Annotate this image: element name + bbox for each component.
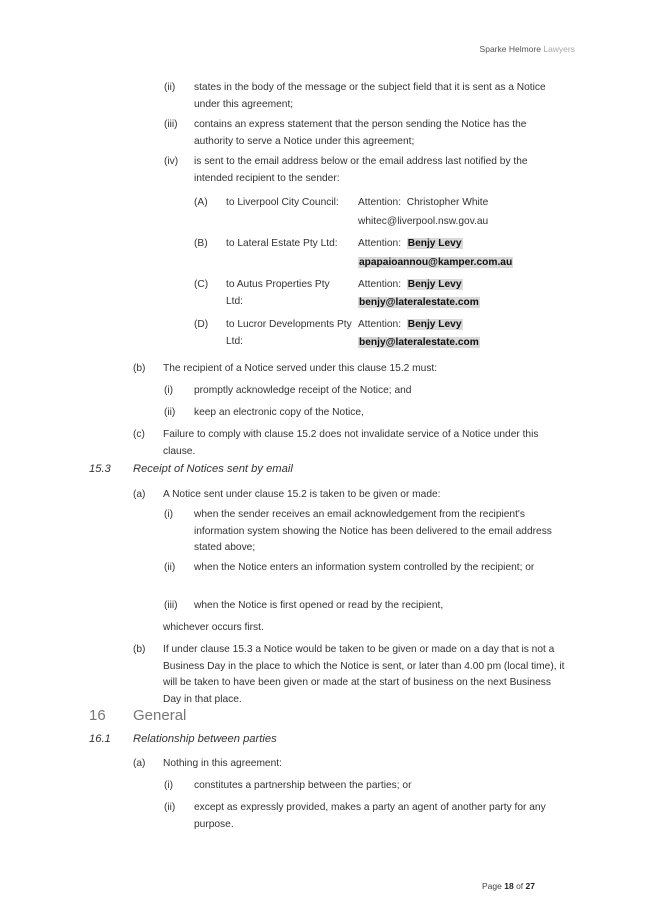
s153-a-label: (a) — [133, 489, 146, 500]
recipient-b-attention — [358, 236, 463, 253]
section-15-3-title: Receipt of Notices sent by email — [133, 463, 293, 475]
section-16-title: General — [133, 707, 187, 724]
s161-ii-text: except as expressly provided, makes a party an agent of another party for any purpose. — [194, 802, 546, 830]
attention-label: Attention: — [358, 197, 402, 208]
clause-b-label: (b) — [133, 363, 146, 374]
recipient-b-label: (B) — [194, 238, 208, 249]
recipient-b-entity: to Lateral Estate Pty Ltd: — [226, 238, 338, 249]
recipient-c-email: benjy@lateralestate.com — [359, 297, 479, 308]
s153-whichever: whichever occurs first. — [163, 622, 264, 633]
recipient-a-entity: to Liverpool City Council: — [226, 197, 339, 208]
s161-a-label: (a) — [133, 758, 146, 769]
s153-b-label: (b) — [133, 644, 146, 655]
recipient-b-name: Benjy Levy — [407, 238, 462, 249]
firm-name: Sparke Helmore — [479, 44, 541, 54]
attention-label: Attention: — [358, 279, 402, 290]
firm-name-light: Lawyers — [543, 44, 575, 54]
recipient-d-email-wrap — [358, 335, 480, 352]
of-word: of — [516, 881, 524, 891]
recipient-d-name: Benjy Levy — [407, 319, 462, 330]
item-ii-label: (ii) — [164, 82, 176, 93]
s153-iii-text: when the Notice is first opened or read by the recipient, — [194, 600, 444, 611]
recipient-c-attention — [358, 277, 463, 294]
recipient-d-label: (D) — [194, 319, 209, 330]
s153-ii-text: when the Notice enters an information system controlled by the recipient; or — [194, 562, 535, 573]
s153-iii-label: (iii) — [164, 600, 178, 611]
attention-label: Attention: — [358, 238, 402, 249]
item-iv-text: is sent to the email address below or the email address last notified by the intended recipient to the sender: — [194, 156, 528, 184]
recipient-c-name: Benjy Levy — [407, 279, 462, 290]
item-iii-text: contains an express statement that the person sending the Notice has the authority to serve a Notice under this agreement; — [194, 119, 527, 147]
s153-b-text: If under clause 15.3 a Notice would be taken to be given or made on a day that is not a Business Day in the place to which the Notice is sent, or later than 4.00 pm (local time), it will be taken to have been given or made at the start of business on the next Business Day in that place. — [163, 644, 565, 705]
recipient-c-email-wrap — [358, 295, 480, 312]
recipient-b-email: apapaioannou@kamper.com.au — [359, 257, 513, 268]
page-total: 27 — [525, 881, 536, 891]
clause-b-ii-text: keep an electronic copy of the Notice, — [194, 407, 364, 418]
recipient-a-label: (A) — [194, 197, 208, 208]
clause-b-ii-label: (ii) — [164, 407, 176, 418]
clause-c-text: Failure to comply with clause 15.2 does not invalidate service of a Notice under this clause. — [163, 429, 539, 457]
s161-i-label: (i) — [164, 780, 174, 791]
s153-i-label: (i) — [164, 509, 174, 520]
attention-label: Attention: — [358, 319, 402, 330]
item-ii-text: states in the body of the message or the subject field that it is sent as a Notice under this agreement; — [194, 82, 546, 110]
s153-i-text: when the sender receives an email acknowledgement from the recipient's information system showing the Notice has been delivered to the email address stated above; — [194, 509, 552, 553]
recipient-b-email-wrap — [358, 255, 513, 272]
page-word: Page — [482, 881, 502, 891]
section-15-3-number: 15.3 — [89, 463, 111, 475]
clause-b-i-label: (i) — [164, 385, 174, 396]
page-header — [480, 44, 575, 54]
item-iv-label: (iv) — [164, 156, 179, 167]
recipient-a-attention — [358, 195, 488, 212]
s153-ii-label: (ii) — [164, 562, 176, 573]
clause-b-i-text: promptly acknowledge receipt of the Notice; and — [194, 385, 412, 396]
s153-a-text: A Notice sent under clause 15.2 is taken to be given or made: — [163, 489, 441, 500]
s161-a-text: Nothing in this agreement: — [163, 758, 282, 769]
recipient-a-name: Christopher White — [406, 197, 489, 208]
clause-b-text: The recipient of a Notice served under this clause 15.2 must: — [163, 363, 438, 374]
recipient-a-email: whitec@liverpool.nsw.gov.au — [358, 216, 489, 227]
item-iii-label: (iii) — [164, 119, 178, 130]
recipient-c-label: (C) — [194, 279, 209, 290]
recipient-c-entity: to Autus Properties Pty Ltd: — [226, 279, 330, 307]
section-16-1-title: Relationship between parties — [133, 733, 277, 745]
recipient-d-email: benjy@lateralestate.com — [359, 337, 479, 348]
s161-ii-label: (ii) — [164, 802, 176, 813]
clause-c-label: (c) — [133, 429, 145, 440]
recipient-d-entity: to Lucror Developments Pty Ltd: — [226, 319, 352, 347]
s161-i-text: constitutes a partnership between the parties; or — [194, 780, 412, 791]
page-footer — [482, 881, 535, 891]
section-16-1-number: 16.1 — [89, 733, 111, 745]
section-16-number: 16 — [89, 707, 106, 724]
page-number: 18 — [504, 881, 514, 891]
recipient-d-attention — [358, 317, 463, 334]
